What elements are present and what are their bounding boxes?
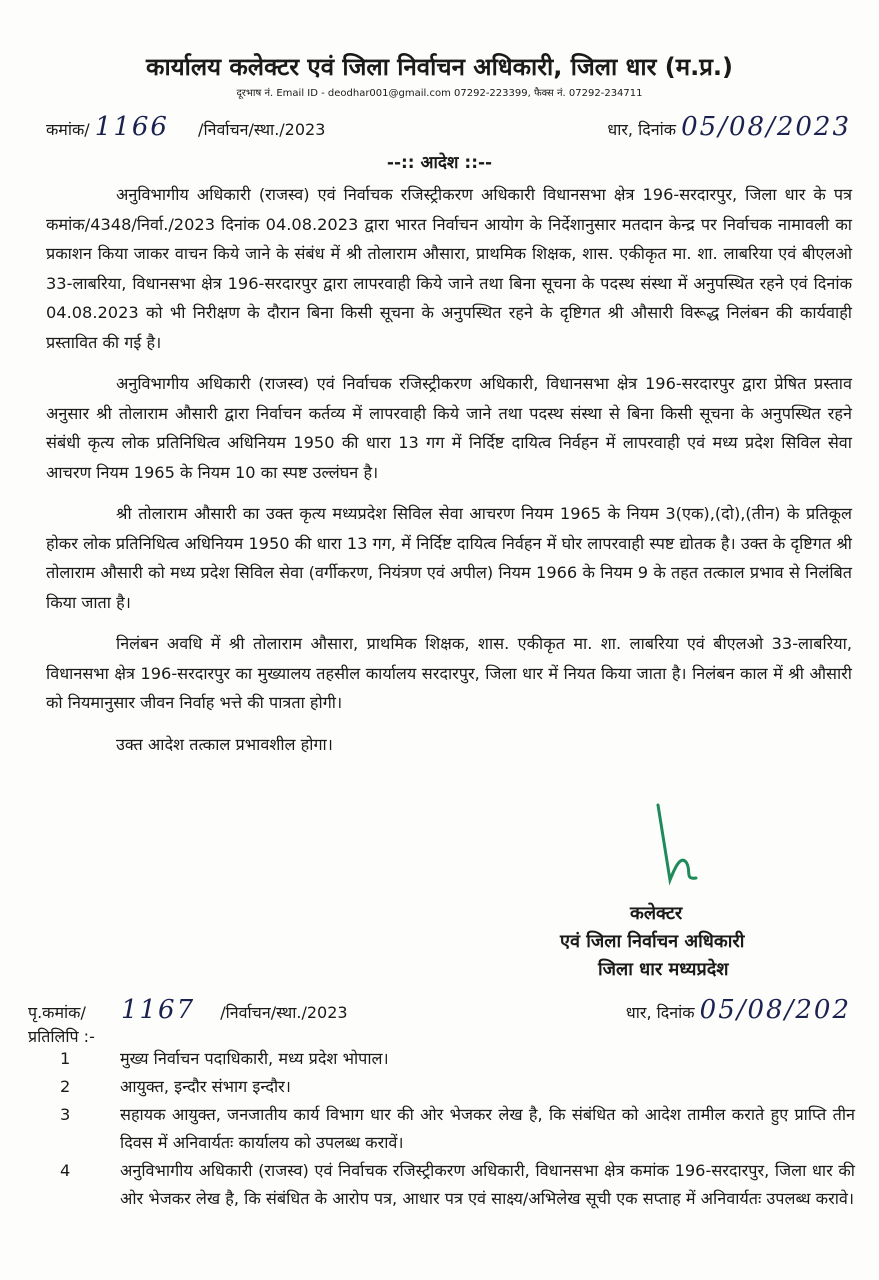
order-body [46, 180, 852, 771]
paragraph: श्री तोलाराम औसारी का उक्त कृत्य मध्यप्रदेश सिविल सेवा आचरण नियम 1965 के नियम 3(एक),(दो),(तीन) के प्रतिकूल होकर लोक प्रतिनिधित्व अधिनियम 1950 की धारा 13 गग, में निर्दिष्ट दायित्व निर्वहन में घोर लापरवाही स्पष्ट द्योतक है। उक्त के दृष्टिगत श्री तोलाराम औसारी को मध्य प्रदेश सिविल सेवा (वर्गीकरण, नियंत्रण एवं अपील) नियम 1966 के नियम 9 के तहत तत्काल प्रभाव से निलंबित किया जाता है। [46, 504, 852, 612]
copy-to-list [40, 1045, 855, 1213]
copy-date-label: धार, दिनांक [625, 1003, 695, 1022]
list-item: 1 मुख्य निर्वाचन पदाधिकारी, मध्य प्रदेश भोपाल। [60, 1049, 389, 1068]
signatory-designation: कलेक्टर [630, 903, 683, 924]
paragraph: अनुविभागीय अधिकारी (राजस्व) एवं निर्वाचक रजिस्ट्रीकरण अधिकारी विधानसभा क्षेत्र 196-सरदारपुर, जिला धार के पत्र कमांक/4348/निर्वा./2023 दिनांक 04.08.2023 द्वारा भारत निर्वाचन आयोग के निर्देशानुसार मतदान केन्द्र पर निर्वाचक नामावली का प्रकाशन किया जाकर वाचन किये जाने के संबंध में श्री तोलाराम औसारा, प्राथमिक शिक्षक, शास. एकीकृत मा. शा. लाबरिया एवं बीएलओ 33-लाबरिया, विधानसभा क्षेत्र 196-सरदारपुर द्वारा लापरवाही किये जाने तथा बिना सूचना के पदस्थ संस्था में अनुपस्थित रहने एवं दिनांक 04.08.2023 को भी निरीक्षण के दौरान बिना किसी सूचना के अनुपस्थित रहने के दृष्टिगत श्री औसारी विरूद्ध निलंबन की कार्यवाही प्रस्तावित की गई है। [46, 185, 852, 352]
order-heading: --:: आदेश ::-- [386, 153, 493, 173]
ref-number: 1166 [94, 112, 169, 142]
list-item: 2 आयुक्त, इन्दौर संभाग इन्दौर। [60, 1077, 291, 1096]
signature-mark [640, 800, 720, 900]
paragraph: उक्त आदेश तत्काल प्रभावशील होगा। [116, 734, 333, 754]
signatory-location: जिला धार मध्यप्रदेश [598, 959, 729, 980]
paragraph: अनुविभागीय अधिकारी (राजस्व) एवं निर्वाचक रजिस्ट्रीकरण अधिकारी, विधानसभा क्षेत्र 196-सरदारपुर द्वारा प्रेषित प्रस्ताव अनुसार श्री तोलाराम औसारी द्वारा निर्वाचन कर्तव्य में लापरवाही किये जाने तथा पदस्थ संस्था से बिना किसी सूचना के अनुपस्थित रहने संबंधी कृत्य लोक प्रतिनिधित्व अधिनियम 1950 की धारा 13 गग में निर्दिष्ट दायित्व निर्वहन में लापरवाही एवं मध्य प्रदेश सिविल सेवा आचरण नियम 1965 के नियम 10 का स्पष्ट उल्लंघन है। [46, 374, 852, 482]
date-label: धार, दिनांक [607, 120, 677, 139]
ref-date: 05/08/2023 [681, 112, 851, 142]
paragraph: निलंबन अवधि में श्री तोलाराम औसारा, प्राथमिक शिक्षक, शास. एकीकृत मा. शा. लाबरिया एवं बीएलओ 33-लाबरिया, विधानसभा क्षेत्र 196-सरदारपुर का मुख्यालय तहसील कार्यालय सरदारपुर, जिला धार में नियत किया जाता है। निलंबन काल में श्री औसारी को नियमानुसार जीवन निर्वाह भत्ते की पात्रता होगी। [46, 634, 852, 712]
copy-to-label: प्रतिलिपि :- [28, 1027, 95, 1046]
ref-label: कमांक/ [46, 120, 90, 139]
list-item: 3 सहायक आयुक्त, जनजातीय कार्य विभाग धार की ओर भेजकर लेख है, कि संबंधित को आदेश तामील कराते हुए प्राप्ति तीन दिवस में अनिवार्यतः कार्यालय को उपलब्ध करावें। [60, 1105, 855, 1152]
office-title: कार्यालय कलेक्टर एवं जिला निर्वाचन अधिकारी, जिला धार (म.प्र.) [146, 53, 733, 81]
signatory-office: एवं जिला निर्वाचन अधिकारी [560, 931, 745, 952]
signatory-block [560, 900, 744, 984]
ref-suffix: /निर्वाचन/स्था./2023 [198, 120, 326, 139]
copy-ref-suffix: /निर्वाचन/स्था./2023 [220, 1003, 348, 1022]
copy-ref-date: 05/08/202 [699, 995, 851, 1025]
list-item: 4 अनुविभागीय अधिकारी (राजस्व) एवं निर्वाचक रजिस्ट्रीकरण अधिकारी, विधानसभा क्षेत्र कमांक 196-सरदारपुर, जिला धार की ओर भेजकर लेख है, कि संबंधित के आरोप पत्र, आधार पत्र एवं साक्ष्य/अभिलेख सूची एक सप्ताह में अनिवार्यतः उपलब्ध करावे। [60, 1161, 855, 1208]
copy-ref-number: 1167 [120, 995, 196, 1025]
office-contact: दूरभाष नं. Email ID - deodhar001@gmail.com 07292-223399, फैक्स नं. 07292-234711 [236, 88, 643, 99]
copy-ref-label: पृ.कमांक/ [28, 1003, 86, 1022]
